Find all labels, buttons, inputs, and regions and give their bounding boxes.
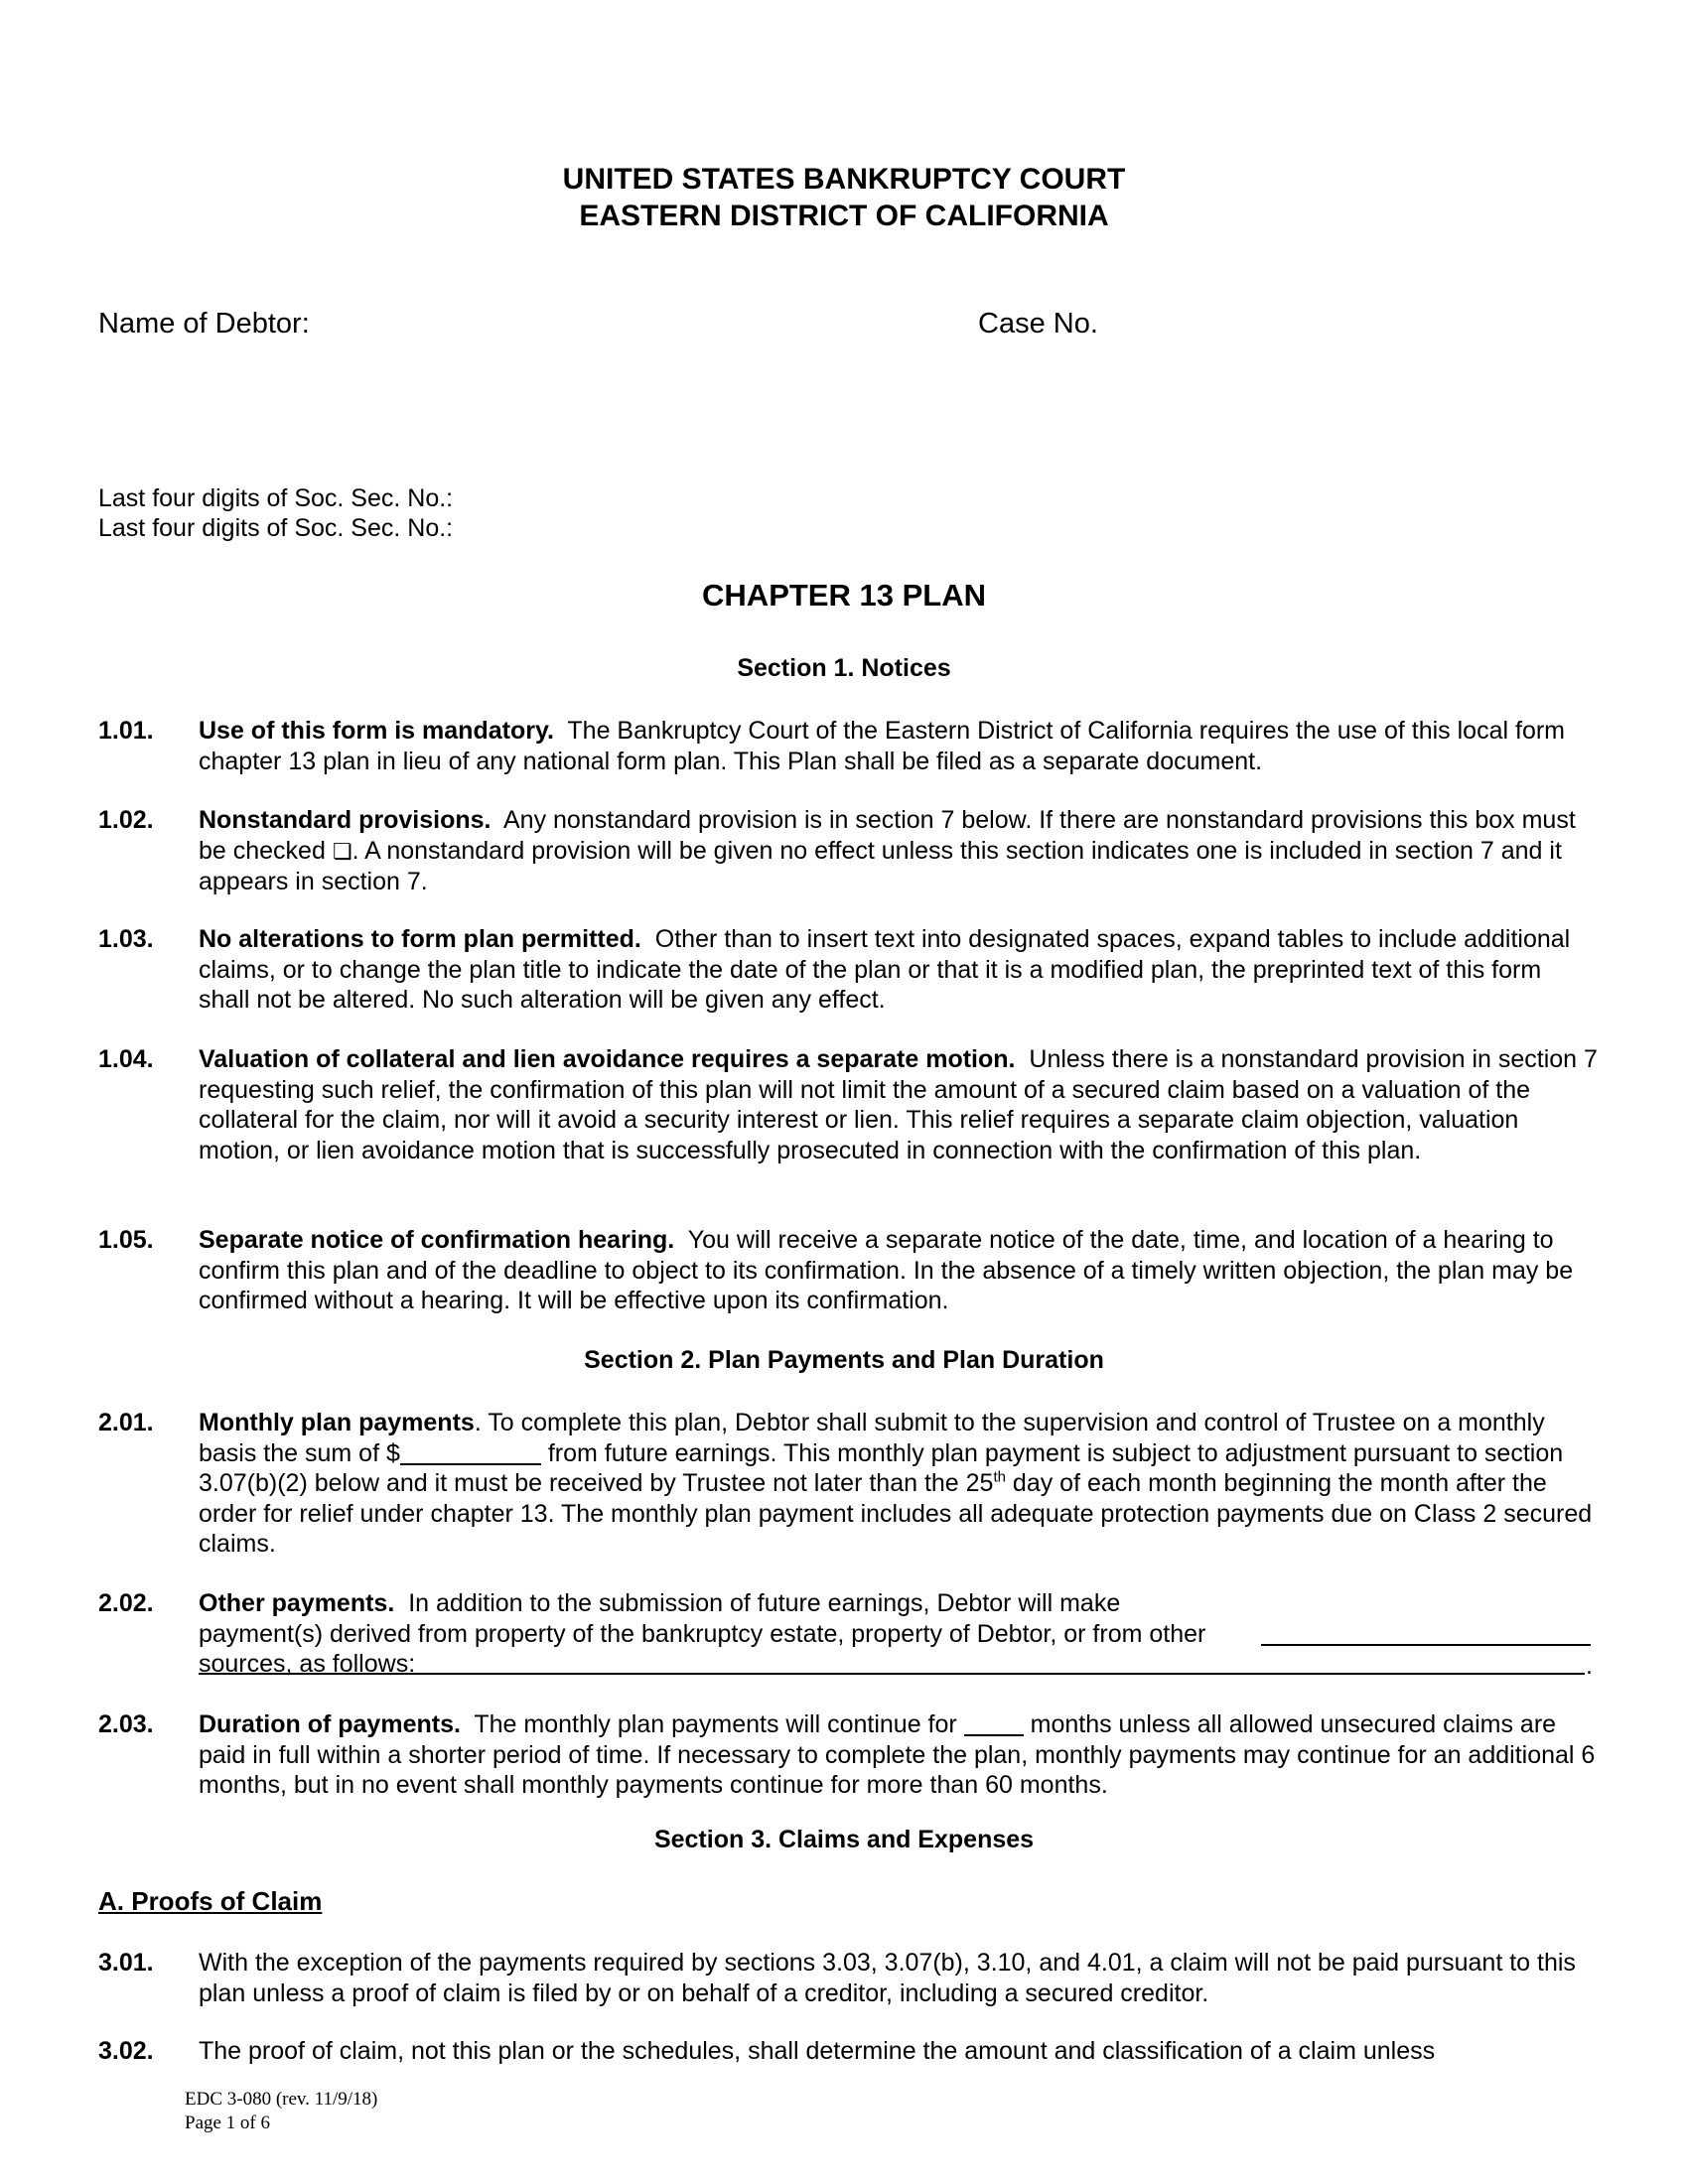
ssn-label: Last four digits of Soc. Sec. No.: (98, 484, 454, 512)
paragraph-number: 1.01. (98, 717, 154, 745)
paragraph-text: . A nonstandard provision will be given no effect unless this section indicates one is included in section 7 and it appears in section 7. (199, 836, 1562, 895)
paragraph-text: With the exception of the payments required by sections 3.03, 3.07(b), 3.10, and 4.01, a claim will not be paid pursuant to this plan unless a proof of claim is filed by or on behalf of a creditor, including a secured creditor. (199, 1949, 1576, 2007)
ssn-block (98, 483, 453, 543)
paragraph-number: 2.02. (98, 1589, 154, 1617)
paragraph-2-03 (98, 1709, 1598, 1801)
ssn-label: Last four digits of Soc. Sec. No.: (98, 514, 454, 542)
sentence-period: . (1586, 1652, 1593, 1680)
paragraph-lead: Duration of payments. (199, 1710, 461, 1738)
paragraph-lead: Separate notice of confirmation hearing. (199, 1226, 675, 1254)
case-number-label: Case No. (978, 308, 1098, 340)
duration-months-blank[interactable] (964, 1710, 1024, 1736)
document-title: CHAPTER 13 PLAN (702, 578, 986, 613)
paragraph-text: . To complete this plan, Debtor shall submit to the supervision and control of Trustee on a monthly basis the sum of $ (199, 1409, 1545, 1467)
paragraph-1-01 (98, 716, 1598, 776)
paragraph-number: 2.03. (98, 1710, 154, 1738)
paragraph-number: 3.01. (98, 1949, 154, 1977)
paragraph-text: You will receive a separate notice of the date, time, and location of a hearing to confirm this plan and of the deadline to object to its confirmation. In the absence of a timely written objection, the plan may be confirmed without a hearing. It will be effective upon its confirmation. (199, 1226, 1574, 1314)
other-payments-line[interactable] (199, 1673, 1585, 1675)
page-footer (185, 2088, 377, 2135)
paragraph-1-05 (98, 1225, 1598, 1316)
paragraph-1-03 (98, 924, 1598, 1016)
paragraph-3-02 (98, 2036, 1598, 2067)
paragraph-lead: Other payments. (199, 1589, 395, 1617)
paragraph-3-01 (98, 1948, 1598, 2008)
paragraph-text: The monthly plan payments will continue for (474, 1710, 957, 1738)
paragraph-2-01 (98, 1408, 1598, 1560)
paragraph-text: The Bankruptcy Court of the Eastern District of California requires the use of this local form chapter 13 plan in lieu of any national form plan. This Plan shall be filed as a separate document. (199, 717, 1565, 775)
paragraph-lead: Monthly plan payments (199, 1409, 475, 1436)
other-payments-line[interactable] (1261, 1644, 1591, 1646)
paragraph-lead: Nonstandard provisions. (199, 806, 492, 834)
paragraph-text: The proof of claim, not this plan or the schedules, shall determine the amount and classification of a claim unless (199, 2037, 1436, 2065)
court-header (0, 161, 1688, 234)
debtor-label: Name of Debtor: (98, 308, 310, 340)
paragraph-number: 1.05. (98, 1226, 154, 1254)
paragraph-text: Unless there is a nonstandard provision in section 7 requesting such relief, the confirmation of this plan will not limit the amount of a secured claim based on a valuation of the collateral for the claim, nor will it avoid a security interest or lien. This relief requires a separate claim objection, valuation motion, or lien avoidance motion that is successfully prosecuted in connection with the confirmation of this plan. (199, 1045, 1598, 1164)
section-1-heading: Section 1. Notices (737, 654, 951, 682)
section-3-heading: Section 3. Claims and Expenses (653, 1826, 1035, 1853)
section-2-heading: Section 2. Plan Payments and Plan Duration (584, 1346, 1104, 1374)
monthly-payment-blank[interactable] (400, 1439, 541, 1465)
nonstandard-checkbox[interactable]: ❏ (332, 838, 352, 864)
paragraph-text: Any nonstandard provision is in section 7 below. If there are nonstandard provisions this box must be checked (199, 806, 1576, 865)
paragraph-lead: Valuation of collateral and lien avoidance requires a separate motion. (199, 1045, 1016, 1073)
paragraph-number: 1.04. (98, 1045, 154, 1073)
ordinal-suffix: th (993, 1468, 1006, 1486)
paragraph-number: 2.01. (98, 1409, 154, 1436)
paragraph-2-02 (98, 1588, 1598, 1680)
paragraph-text: In addition to the submission of future earnings, Debtor will make payment(s) derived from property of the bankruptcy estate, property of Debtor, or from other sources, as follows: (199, 1589, 1206, 1678)
paragraph-text: months unless all allowed unsecured claims are paid in full within a shorter period of time. If necessary to complete the plan, monthly payments may continue for an additional 6 months, but in no event shall monthly payments continue for more than 60 months. (199, 1710, 1596, 1799)
court-name: UNITED STATES BANKRUPTCY COURT (562, 163, 1126, 196)
page-number: Page 1 of 6 (185, 2113, 271, 2133)
paragraph-text: from future earnings. This monthly plan payment is subject to adjustment pursuant to section 3.07(b)(2) below and it must be received by Trustee not later than the 25 (199, 1438, 1564, 1497)
paragraph-lead: No alterations to form plan permitted. (199, 925, 641, 953)
paragraph-number: 1.02. (98, 806, 154, 834)
paragraph-lead: Use of this form is mandatory. (199, 717, 554, 745)
paragraph-1-02 (98, 805, 1598, 897)
court-district: EASTERN DISTRICT OF CALIFORNIA (579, 200, 1109, 232)
paragraph-text: Other than to insert text into designated spaces, expand tables to include additional claims, or to change the plan title to indicate the date of the plan or that it is a modified plan, the preprinted text of this form shall not be altered. No such alteration will be given any effect. (199, 925, 1571, 1014)
paragraph-number: 3.02. (98, 2037, 154, 2065)
form-id: EDC 3-080 (rev. 11/9/18) (185, 2089, 378, 2110)
paragraph-text: day of each month beginning the month after the order for relief under chapter 13. The monthly plan payment includes all adequate protection payments due on Class 2 secured claims. (199, 1469, 1593, 1558)
proofs-of-claim-subheading: A. Proofs of Claim (98, 1886, 323, 1916)
paragraph-number: 1.03. (98, 925, 154, 953)
paragraph-1-04 (98, 1044, 1598, 1165)
